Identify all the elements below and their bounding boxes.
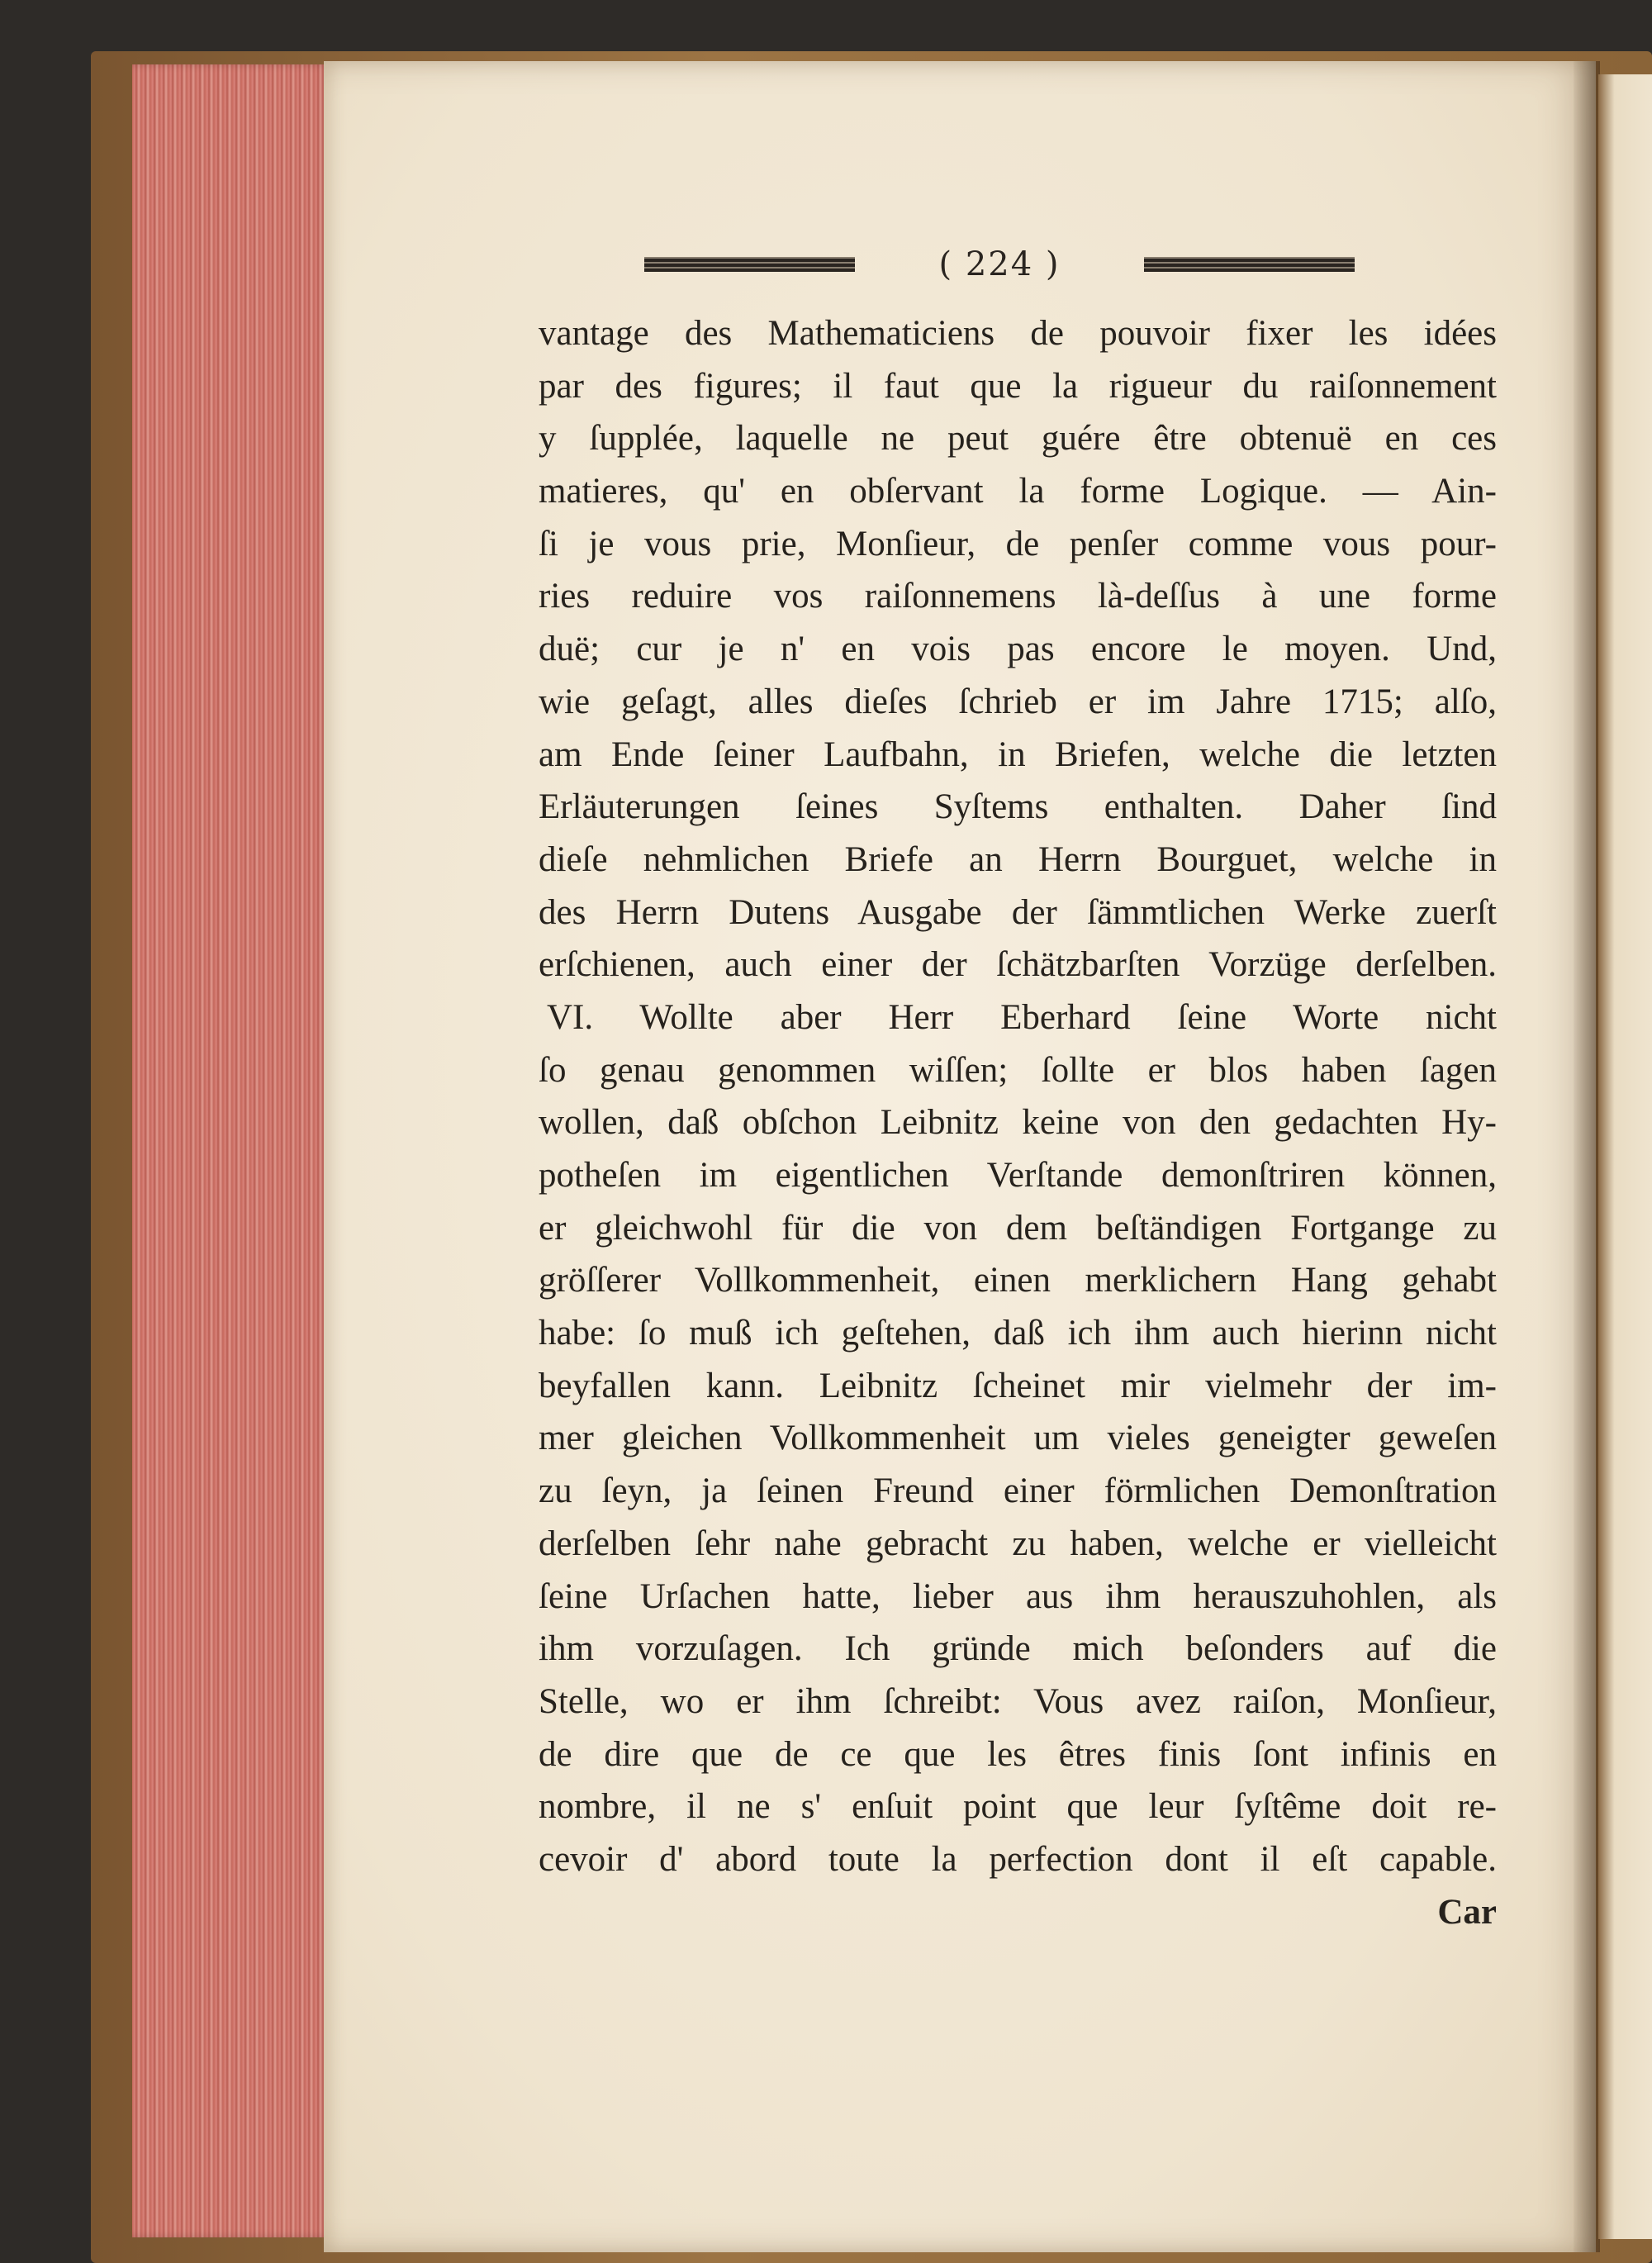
text-line: Stelle, wo er ihm ſchreibt: Vous avez raiſon, Monſieur, <box>539 1681 1497 1721</box>
section-heading-line: VI. Wollte aber Herr Eberhard ſeine Worte nicht <box>547 997 1497 1037</box>
facing-page-edge <box>1598 74 1652 2239</box>
text-line: cevoir d' abord toute la perfection dont il eſt capable. <box>539 1839 1497 1879</box>
text-line: ſi je vous prie, Monſieur, de penſer comme vous pour- <box>539 524 1497 563</box>
text-line: wollen, daß obſchon Leibnitz keine von den gedachten Hy- <box>539 1103 1497 1143</box>
text-line: gröſſerer Vollkommenheit, einen merklichern Hang gehabt <box>539 1261 1497 1300</box>
text-line: zu ſeyn, ja ſeinen Freund einer förmlichen Demonſtration <box>539 1471 1497 1511</box>
text-line: ries reduire vos raiſonnemens là-deſſus à une forme <box>539 577 1497 616</box>
text-line: de dire que de ce que les êtres finis ſont infinis en <box>539 1734 1497 1774</box>
text-line: ihm vorzuſagen. Ich gründe mich beſonders auf die <box>539 1629 1497 1669</box>
text-line: potheſen im eigentlichen Verſtande demonſtriren können, <box>539 1156 1497 1195</box>
text-line: y ſupplée, laquelle ne peut guére être obtenuë en ces <box>539 419 1497 459</box>
text-line: derſelben ſehr nahe gebracht zu haben, welche er vielleicht <box>539 1524 1497 1563</box>
page-number: ( 224 ) <box>938 245 1061 283</box>
text-line: Erläuterungen ſeines Syſtems enthalten. Daher ſind <box>539 787 1497 827</box>
text-line: nombre, il ne s' enſuit point que leur ſyſtême doit re- <box>539 1787 1497 1827</box>
text-line: wie geſagt, alles dieſes ſchrieb er im Jahre 1715; alſo, <box>539 682 1497 721</box>
text-line: beyfallen kann. Leibnitz ſcheinet mir vielmehr der im- <box>539 1366 1497 1405</box>
header-rule-right <box>1144 257 1355 272</box>
text-line: duë; cur je n' en vois pas encore le moyen. Und, <box>539 630 1497 669</box>
text-line: habe: ſo muß ich geſtehen, daß ich ihm auch hierinn nicht <box>539 1314 1497 1353</box>
text-line: dieſe nehmlichen Briefe an Herrn Bourguet, welche in <box>539 839 1497 879</box>
text-line: par des figures; il faut que la rigueur du raiſonnement <box>539 366 1497 406</box>
text-line: erſchienen, auch einer der ſchätzbarſten Vorzüge derſelben. <box>539 945 1497 985</box>
text-line: am Ende ſeiner Laufbahn, in Briefen, welche die letzten <box>539 735 1497 774</box>
header-rule-left <box>644 257 855 272</box>
text-line: ſeine Urſachen hatte, lieber aus ihm herauszuhohlen, als <box>539 1576 1497 1616</box>
text-line: er gleichwohl für die von dem beſtändigen Fortgange zu <box>539 1208 1497 1248</box>
body-text <box>539 307 1497 1938</box>
page-header <box>644 240 1355 289</box>
page-gutter <box>1574 61 1600 2252</box>
text-line: vantage des Mathematiciens de pouvoir fixer les idées <box>539 314 1497 353</box>
page-edges <box>132 64 330 2237</box>
text-line: mer gleichen Vollkommenheit um vieles geneigter geweſen <box>539 1419 1497 1458</box>
text-line: des Herrn Dutens Ausgabe der ſämmtlichen Werke zuerſt <box>539 892 1497 932</box>
text-line: ſo genau genommen wiſſen; ſollte er blos haben ſagen <box>539 1050 1497 1090</box>
text-line: matieres, qu' en obſervant la forme Logique. — Ain- <box>539 472 1497 511</box>
catchword: Car <box>1437 1892 1497 1932</box>
